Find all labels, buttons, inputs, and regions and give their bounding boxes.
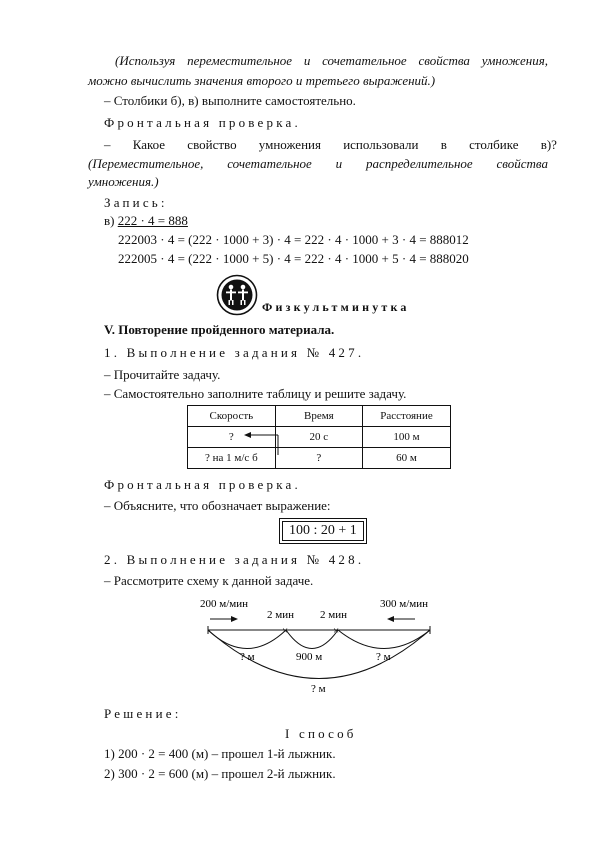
task-428-step: – Рассмотрите схему к данной задаче. xyxy=(104,573,314,588)
record-title: Запись: xyxy=(104,195,168,210)
fizkultminutka-title: Физкультминутка xyxy=(262,300,410,314)
solution-method: I способ xyxy=(285,726,357,741)
task-428-title: 2. Выполнение задания № 428. xyxy=(104,552,365,567)
table-cell: ? xyxy=(188,427,276,448)
record-equation-2: 222005 · 4 = (222 · 1000 + 5) · 4 = 222 · 4 · 1000 + 5 · 4 = 888020 xyxy=(118,251,469,266)
meeting-mark-right: × xyxy=(333,625,340,637)
table-header-row xyxy=(188,406,451,427)
task-427-step-fill: – Самостоятельно заполните таблицу и решите задачу. xyxy=(104,386,407,401)
table-cell: 60 м xyxy=(363,448,451,469)
table-cell: 100 м xyxy=(363,427,451,448)
table-cell: 20 с xyxy=(275,427,362,448)
hint-line-1: (Используя переместительное и сочетательное свойства умножения, xyxy=(115,53,548,68)
physical-exercise-icon xyxy=(216,274,258,316)
hint-line-2: можно вычислить значения второго и третьего выражений.) xyxy=(88,73,436,88)
table-header-cell: Расстояние xyxy=(363,406,451,427)
time-right-label: 2 мин xyxy=(320,609,347,621)
skiers-scheme xyxy=(190,592,450,702)
segment-right-label: ? м xyxy=(376,651,391,663)
table-header-cell: Скорость xyxy=(188,406,276,427)
table-header-cell: Время xyxy=(275,406,362,427)
arc-right xyxy=(338,630,430,649)
time-left-label: 2 мин xyxy=(267,609,294,621)
solution-title: Решение: xyxy=(104,706,182,721)
speed-left-label: 200 м/мин xyxy=(200,598,249,610)
frontal-question: – Какое свойство умножения использовали в столбике в)? xyxy=(104,137,557,152)
solution-line-2: 2) 300 · 2 = 600 (м) – прошел 2-й лыжник. xyxy=(104,766,336,781)
record-underlined-expression: в) 222 · 4 = 888 xyxy=(104,213,188,228)
frontal-check-2-question: – Объясните, что обозначает выражение: xyxy=(104,498,331,513)
frontal-check-title: Фронтальная проверка. xyxy=(104,115,301,130)
speed-right-label: 300 м/мин xyxy=(380,598,429,610)
segment-left-label: ? м xyxy=(240,651,255,663)
task-427-title: 1. Выполнение задания № 427. xyxy=(104,345,365,360)
table-arrow xyxy=(220,430,280,460)
arc-middle xyxy=(286,630,338,649)
arrow-left-head xyxy=(387,616,394,622)
frontal-check-2-title: Фронтальная проверка. xyxy=(104,477,301,492)
section-title: V. Повторение пройденного материала. xyxy=(104,322,335,337)
task-427-step-read: – Прочитайте задачу. xyxy=(104,367,221,382)
record-equation-1: 222003 · 4 = (222 · 1000 + 3) · 4 = 222 · 4 · 1000 + 3 · 4 = 888012 xyxy=(118,232,469,247)
meeting-mark-left: × xyxy=(282,625,289,637)
expression-box: 100 : 20 + 1 xyxy=(282,521,364,541)
arrow-right-head xyxy=(231,616,238,622)
table-cell: ? на 1 м/с б xyxy=(188,448,276,469)
frontal-answer-line-1: (Переместительное, сочетательное и распределительное свойства xyxy=(88,156,548,171)
frontal-answer-line-2: умножения.) xyxy=(88,174,159,189)
total-label: ? м xyxy=(311,683,326,695)
columns-note: – Столбики б), в) выполните самостоятельно. xyxy=(104,93,356,108)
table-cell: ? xyxy=(275,448,362,469)
segment-middle-label: 900 м xyxy=(296,651,323,663)
solution-line-1: 1) 200 · 2 = 400 (м) – прошел 1-й лыжник. xyxy=(104,746,336,761)
